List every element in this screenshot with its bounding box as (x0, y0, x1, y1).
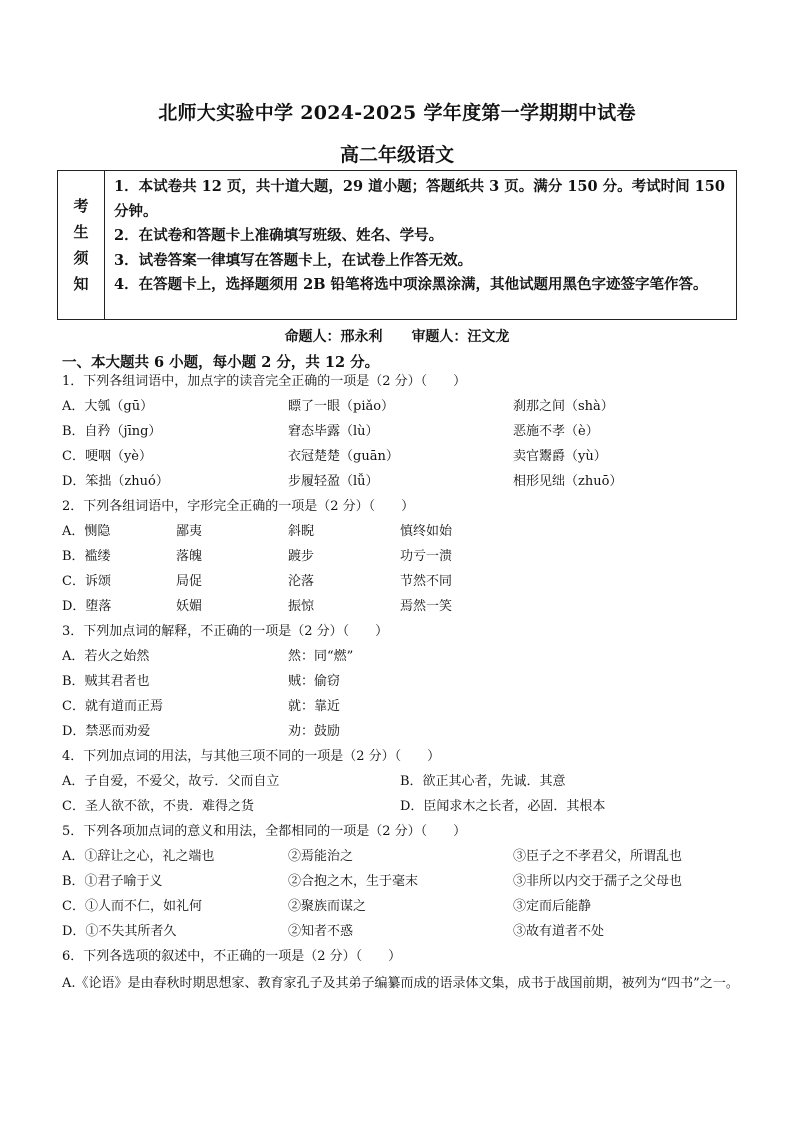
q1-option: 恶施不孝（è） (513, 424, 599, 439)
q5-option: ③臣子之不孝君父，所谓乱也 (513, 849, 683, 864)
q2-option: 妖媚 (176, 599, 203, 614)
q2-option: A．恻隐 (62, 524, 111, 539)
q5-option: ②聚族而谋之 (288, 899, 367, 914)
q3-option-row (62, 674, 752, 692)
q1-option-row (62, 474, 752, 492)
notice-item: 1．本试卷共 12 页，共十道大题，29 道小题；答题纸共 3 页。满分 150 分。考试时间 150 分钟。 (114, 178, 725, 220)
q5-option: ③故有道者不处 (513, 924, 605, 939)
notice-label-char: 考 (73, 197, 89, 215)
question-2-stem: 2．下列各组词语中，字形完全正确的一项是（2 分）（ ） (62, 499, 415, 514)
q2-option: 沦落 (288, 574, 315, 589)
notice-items (114, 175, 734, 298)
q2-option: 落魄 (176, 549, 203, 564)
q4-option: D．臣闻求木之长者，必固．其根本 (400, 799, 606, 814)
q2-option-row (62, 549, 752, 567)
q6-option-a: A.《论语》是由春秋时期思想家、教育家孔子及其弟子编纂而成的语录体文集，成书于战国前期，被列为“四书”之一。 (62, 976, 739, 991)
notice-item: 3．试卷答案一律填写在答题卡上，在试卷上作答无效。 (114, 251, 473, 269)
section-heading: 一、本大题共 6 小题，每小题 2 分，共 12 分。 (62, 354, 380, 371)
q4-option-row (62, 774, 752, 792)
q2-option: 焉然一笑 (400, 599, 453, 614)
q3-option: 贼：偷窃 (288, 674, 341, 689)
q5-option-row (62, 874, 752, 892)
q2-option: C．诉颂 (62, 574, 111, 589)
q2-option-row (62, 599, 752, 617)
q5-option: ②知者不惑 (288, 924, 354, 939)
q1-option-row (62, 399, 752, 417)
q5-option: ②合抱之木，生于毫末 (288, 874, 419, 889)
question-1-stem: 1．下列各组词语中，加点字的读音完全正确的一项是（2 分）（ ） (62, 374, 467, 389)
q1-option: B．自矜（jīng） (62, 424, 162, 439)
notice-label (58, 171, 105, 319)
question-4-stem: 4．下列加点词的用法，与其他三项不同的一项是（2 分）（ ） (62, 749, 441, 764)
q3-option: C．就有道而正焉 (62, 699, 163, 714)
q1-option: 衣冠楚楚（guān） (288, 449, 399, 464)
q2-option: B．褴缕 (62, 549, 111, 564)
q5-option: ③定而后能静 (513, 899, 592, 914)
q4-option: B．欲正其心者，先诚．其意 (400, 774, 566, 789)
q5-option: D．①不失其所者久 (62, 924, 177, 939)
question-setter: 命题人：邢永利 (284, 329, 383, 345)
question-6-stem: 6．下列各选项的叙述中，不正确的一项是（2 分）（ ） (62, 949, 402, 964)
q3-option: A．若火之始然 (62, 649, 150, 664)
q1-option-row (62, 424, 752, 442)
question-3-stem: 3．下列加点词的解释，不正确的一项是（2 分）（ ） (62, 624, 389, 639)
q2-option: 局促 (176, 574, 203, 589)
q2-option: D．堕落 (62, 599, 112, 614)
q3-option: 劝：鼓励 (288, 724, 341, 739)
q1-option: 窘态毕露（lù） (288, 424, 379, 439)
q5-option-row (62, 899, 752, 917)
q1-option: D．笨拙（zhuó） (62, 474, 169, 489)
q3-option: 就：靠近 (288, 699, 341, 714)
q5-option: ②焉能治之 (288, 849, 354, 864)
q1-option: 刹那之间（shà） (513, 399, 614, 414)
q4-option-row (62, 799, 752, 817)
q2-option: 斜睨 (288, 524, 315, 539)
q2-option: 鄙夷 (176, 524, 203, 539)
q2-option-row (62, 574, 752, 592)
exam-title: 北师大实验中学 2024-2025 学年度第一学期期中试卷 (158, 102, 636, 124)
q3-option: B．贼其君者也 (62, 674, 150, 689)
q3-option-row (62, 699, 752, 717)
q4-option: C．圣人欲不欲，不贵．难得之货 (62, 799, 254, 814)
q1-option: 相形见绌（zhuō） (513, 474, 623, 489)
q5-option: ③非所以内交于孺子之父母也 (513, 874, 683, 889)
q3-option-row (62, 724, 752, 742)
q5-option-row (62, 924, 752, 942)
q3-option-row (62, 649, 752, 667)
notice-item: 2．在试卷和答题卡上准确填写班级、姓名、学号。 (114, 227, 444, 244)
q5-option: C．①人而不仁，如礼何 (62, 899, 202, 914)
authors-line (0, 326, 794, 346)
q2-option: 振惊 (288, 599, 315, 614)
q1-option-row (62, 449, 752, 467)
q3-option: 然：同“燃” (288, 649, 354, 664)
q1-option: C．哽咽（yè） (62, 449, 152, 464)
notice-label-char: 须 (73, 249, 89, 267)
q5-option-row (62, 849, 752, 867)
q1-option: 卖官鬻爵（yù） (513, 449, 607, 464)
q2-option: 慎终如始 (400, 524, 453, 539)
q2-option: 踱步 (288, 549, 315, 564)
reviewer: 审题人：汪文龙 (411, 329, 510, 345)
q4-option: A．子自爱，不爱父，故亏．父而自立 (62, 774, 280, 789)
question-5-stem: 5．下列各项加点词的意义和用法，全都相同的一项是（2 分）（ ） (62, 824, 467, 839)
q2-option-row (62, 524, 752, 542)
q1-option: 步履轻盈（lǚ） (288, 474, 379, 489)
q2-option: 节然不同 (400, 574, 453, 589)
q3-option: D．禁恶而劝爱 (62, 724, 151, 739)
q5-option: B．①君子喻于义 (62, 874, 163, 889)
exam-subtitle: 高二年级语文 (339, 144, 454, 166)
q1-option: 瞟了一眼（piǎo） (288, 399, 395, 414)
notice-label-char: 知 (73, 275, 89, 293)
q2-option: 功亏一溃 (400, 549, 453, 564)
q1-option: A．大瓠（gū） (62, 399, 154, 414)
candidate-notice-box (57, 170, 737, 320)
notice-item: 4．在答题卡上，选择题须用 2B 铅笔将选中项涂黑涂满，其他试题用黑色字迹签字笔作答。 (114, 276, 708, 293)
q5-option: A．①辞让之心，礼之端也 (62, 849, 215, 864)
notice-label-char: 生 (73, 223, 89, 241)
